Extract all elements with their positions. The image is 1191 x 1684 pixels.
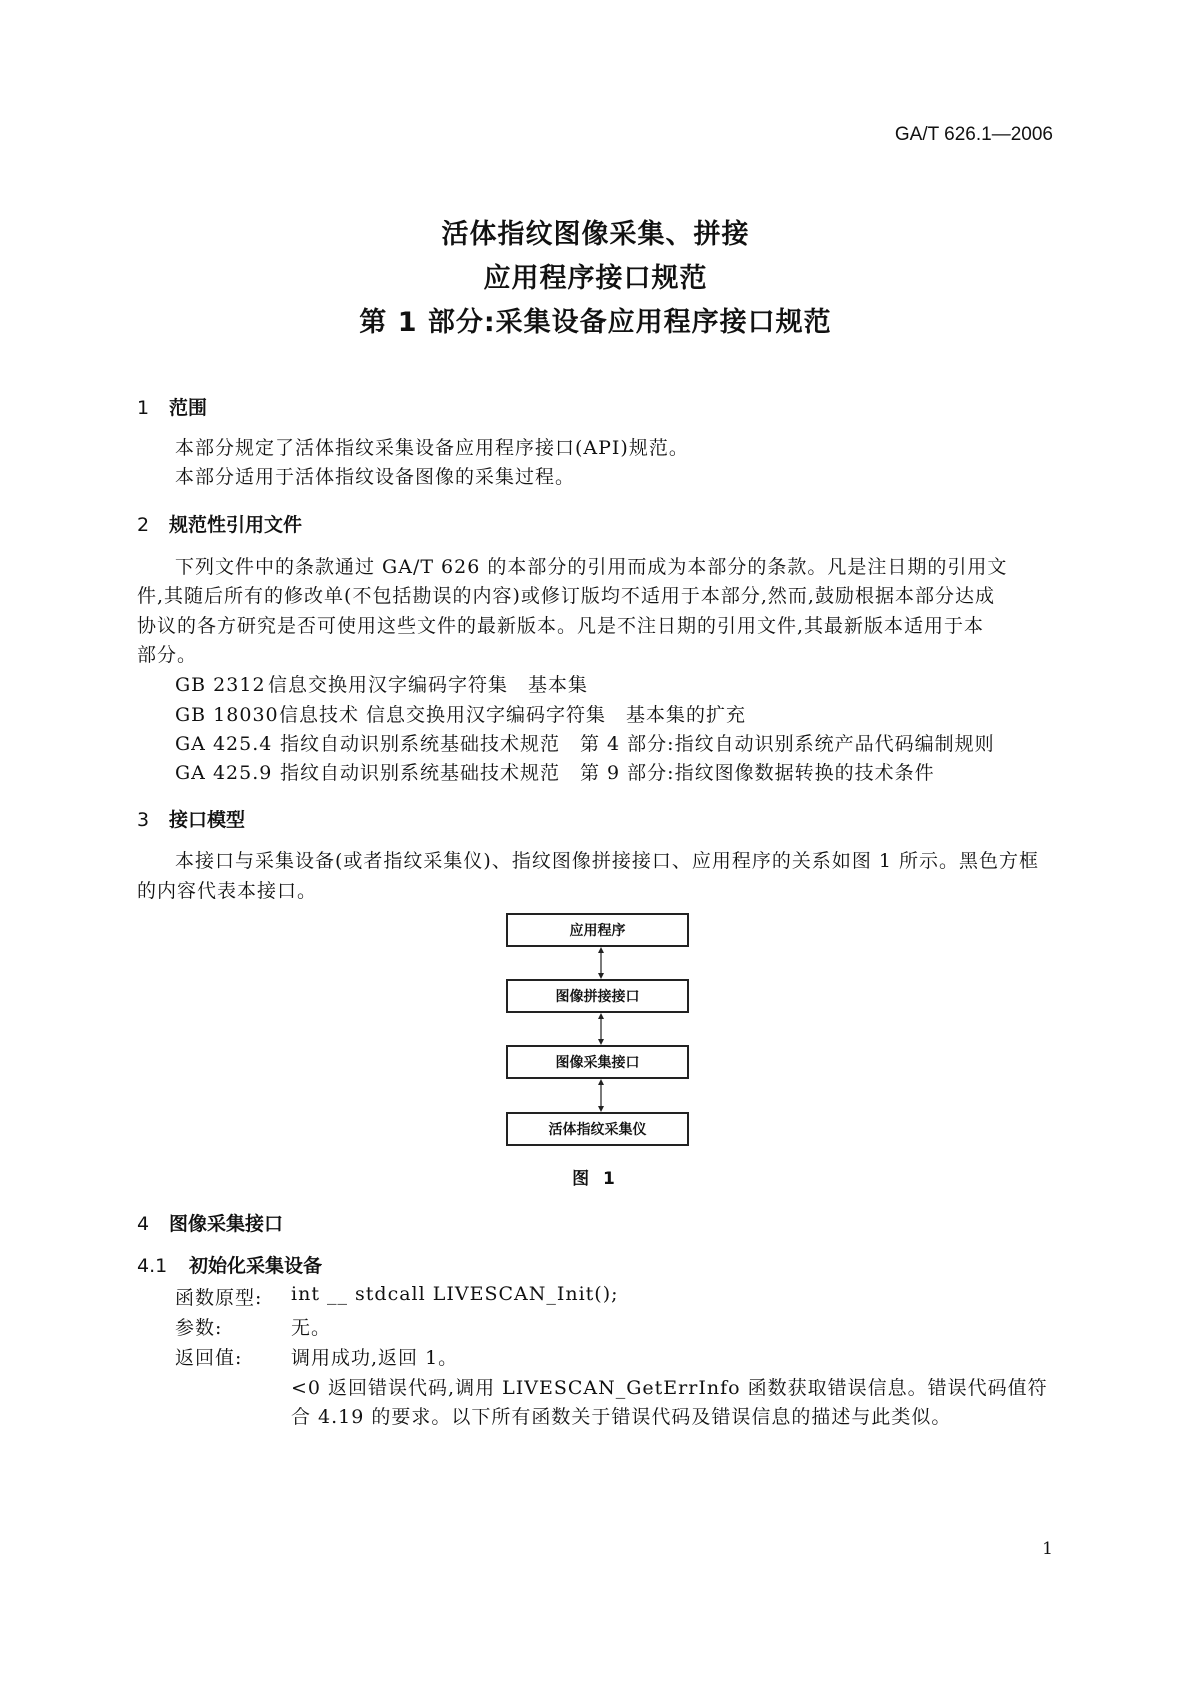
section-2-para-line-4: 部分。 (137, 644, 198, 666)
section-2-para-line-1: 下列文件中的条款通过 GA/T 626 的本部分的引用而成为本部分的条款。凡是注日期的引用文 (175, 556, 1008, 578)
bidirectional-arrow-icon (596, 1079, 606, 1112)
page-number: 1 (1042, 1539, 1053, 1559)
section-1-paragraph-2: 本部分适用于活体指纹设备图像的采集过程。 (175, 466, 576, 488)
standard-number: GA/T 626.1—2006 (894, 124, 1053, 145)
section-number: 1 (137, 397, 150, 419)
section-title: 初始化采集设备 (189, 1255, 323, 1277)
title-line-3: 第 1 部分:采集设备应用程序接口规范 (359, 307, 832, 338)
section-3-para-line-2: 的内容代表本接口。 (137, 880, 318, 902)
section-title: 接口模型 (169, 809, 246, 831)
bidirectional-arrow-icon (596, 947, 606, 979)
reference-item (175, 670, 588, 697)
reference-item (175, 700, 746, 727)
figure-caption: 图 1 (572, 1169, 619, 1189)
diagram-box-capture-device: 活体指纹采集仪 (506, 1112, 689, 1146)
section-number: 2 (137, 514, 150, 536)
reference-title: 指纹自动识别系统基础技术规范 第 9 部分:指纹图像数据转换的技术条件 (280, 762, 935, 784)
title-line-2: 应用程序接口规范 (483, 263, 708, 294)
section-2-para-line-3: 协议的各方研究是否可使用这些文件的最新版本。凡是不注日期的引用文件,其最新版本适用于本 (137, 615, 985, 637)
return-value: 调用成功,返回 1。 (291, 1347, 459, 1369)
reference-code: GB 2312 (175, 674, 266, 696)
section-number: 4 (137, 1213, 150, 1235)
diagram-box-stitching-interface: 图像拼接接口 (506, 979, 689, 1013)
section-title: 范围 (169, 397, 208, 419)
return-label: 返回值: (175, 1347, 243, 1369)
prototype-label: 函数原型: (175, 1287, 263, 1309)
reference-title: 信息技术 信息交换用汉字编码字符集 基本集的扩充 (279, 704, 747, 726)
reference-item (175, 729, 995, 756)
section-3-heading (137, 805, 245, 832)
title-line-1: 活体指纹图像采集、拼接 (441, 219, 750, 250)
reference-code: GA 425.9 (175, 762, 273, 784)
reference-title: 信息交换用汉字编码字符集 基本集 (268, 674, 589, 696)
parameter-value: 无。 (291, 1317, 332, 1339)
diagram-box-capture-interface: 图像采集接口 (506, 1045, 689, 1079)
section-4-1-heading (137, 1251, 322, 1278)
section-title: 图像采集接口 (169, 1213, 284, 1235)
section-1-heading (137, 393, 207, 420)
section-number: 4.1 (137, 1255, 168, 1277)
section-3-para-line-1: 本接口与采集设备(或者指纹采集仪)、指纹图像拼接接口、应用程序的关系如图 1 所示。黑色方框 (175, 850, 1039, 872)
section-2-para-line-2: 件,其随后所有的修改单(不包括勘误的内容)或修订版均不适用于本部分,然而,鼓励根据本部分达成 (137, 585, 995, 607)
bidirectional-arrow-icon (596, 1013, 606, 1045)
section-number: 3 (137, 809, 150, 831)
section-2-heading (137, 510, 302, 537)
prototype-value: int __ stdcall LIVESCAN_Init(); (291, 1283, 619, 1305)
return-description-line-2: 合 4.19 的要求。以下所有函数关于错误代码及错误信息的描述与此类似。 (291, 1406, 952, 1428)
return-description-line-1: <0 返回错误代码,调用 LIVESCAN_GetErrInfo 函数获取错误信息。错误代码值符 (291, 1377, 1048, 1399)
reference-title: 指纹自动识别系统基础技术规范 第 4 部分:指纹自动识别系统产品代码编制规则 (280, 733, 995, 755)
diagram-box-application: 应用程序 (506, 913, 689, 947)
reference-code: GA 425.4 (175, 733, 273, 755)
section-title: 规范性引用文件 (169, 514, 303, 536)
reference-code: GB 18030 (175, 704, 279, 726)
section-1-paragraph-1: 本部分规定了活体指纹采集设备应用程序接口(API)规范。 (175, 437, 689, 459)
parameter-label: 参数: (175, 1317, 223, 1339)
section-4-heading (137, 1209, 283, 1236)
reference-item (175, 758, 935, 785)
